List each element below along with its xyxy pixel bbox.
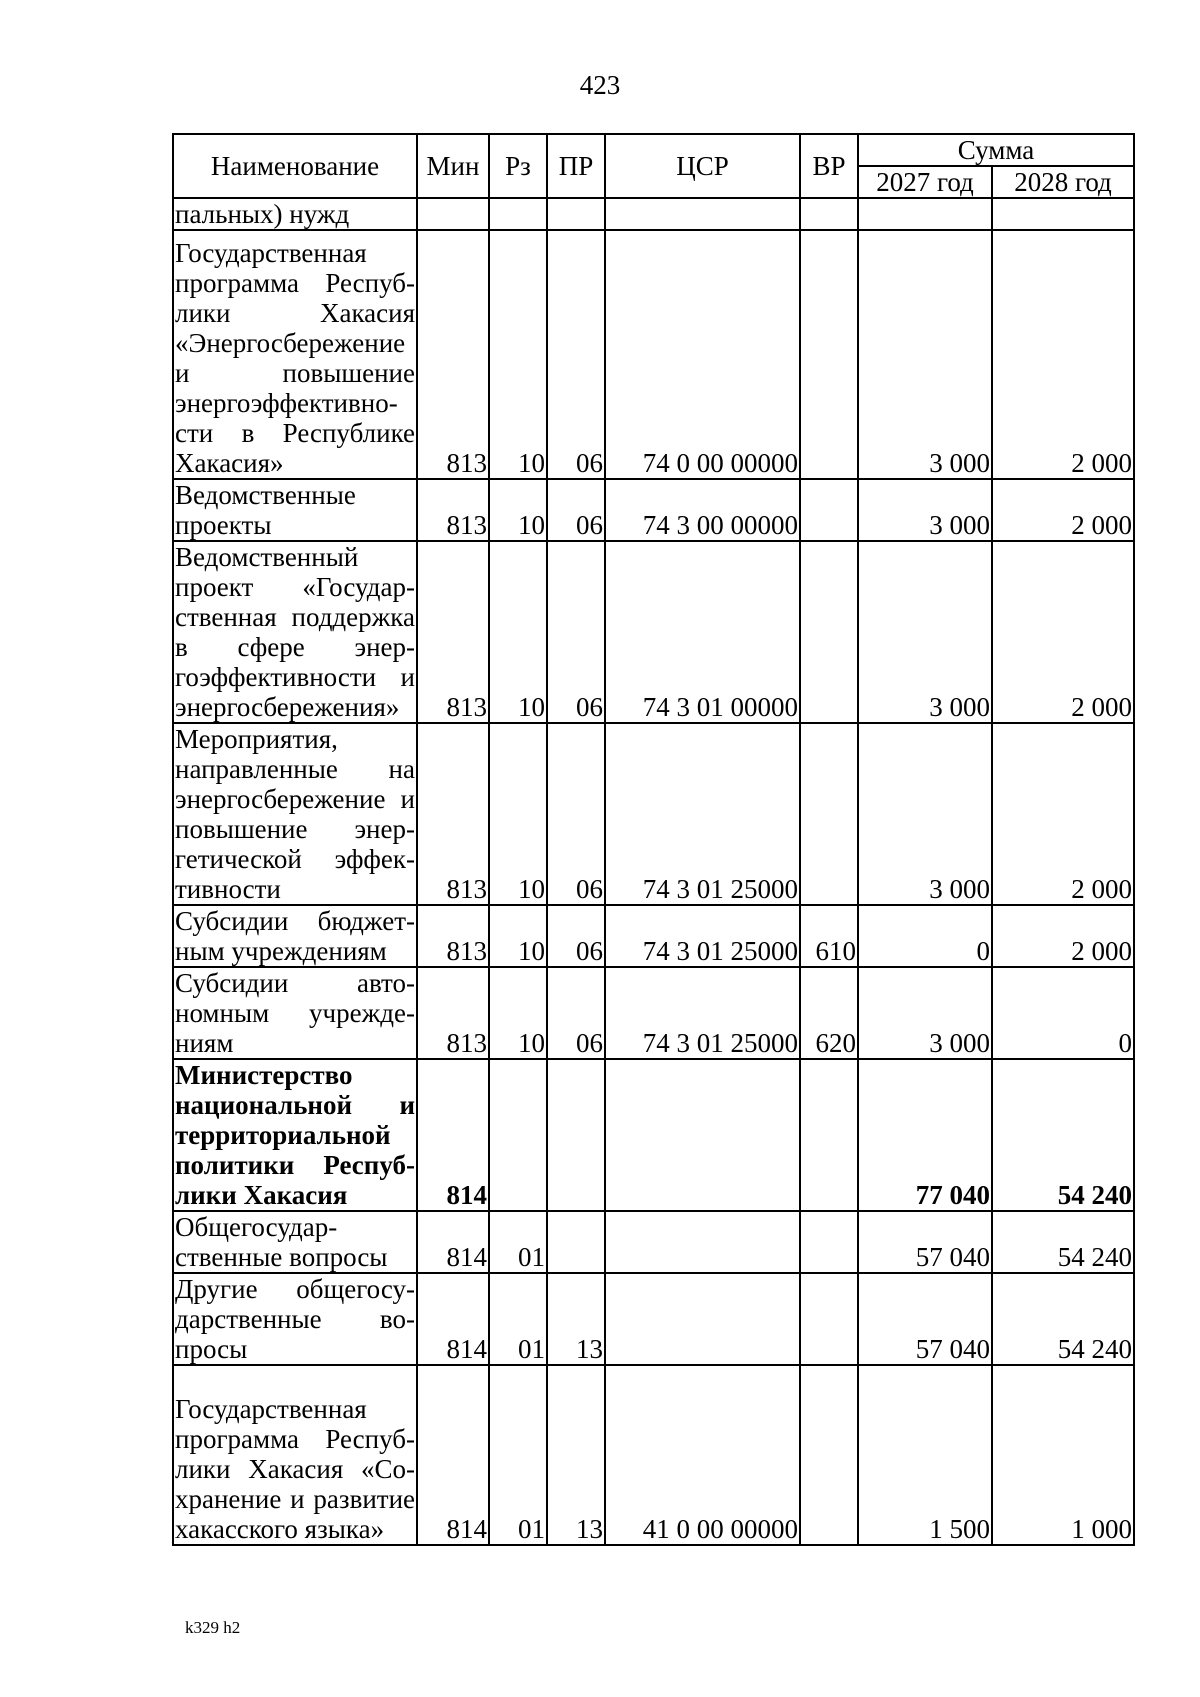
- row-name: Ведомственные проекты: [173, 479, 417, 541]
- row-sum-2027: 77 040: [858, 1059, 992, 1211]
- row-sum-2027: 57 040: [858, 1211, 992, 1273]
- row-pr: [547, 198, 605, 230]
- row-min: 813: [417, 230, 489, 479]
- row-name: Субсидии бюджетным учреждениям: [175, 906, 415, 966]
- row-name: Государственная программа Республики Хакасия «Сохранение и развитие хакасского языка»: [173, 1365, 417, 1545]
- row-csr: 74 3 01 00000: [605, 541, 800, 723]
- row-sum-2028: 2 000: [992, 541, 1134, 723]
- row-vr: [800, 541, 858, 723]
- row-csr: [605, 1059, 800, 1211]
- table-row: [173, 723, 1134, 905]
- row-vr: [800, 198, 858, 230]
- table-row: [173, 1365, 1134, 1545]
- row-vr: [800, 1059, 858, 1211]
- row-min: 814: [417, 1273, 489, 1365]
- row-csr: 74 0 00 00000: [605, 230, 800, 479]
- row-rz: 01: [489, 1273, 547, 1365]
- table-row: [173, 905, 1134, 967]
- row-min: 813: [417, 479, 489, 541]
- table-row: [173, 1273, 1134, 1365]
- row-rz: 10: [489, 967, 547, 1059]
- row-csr: 74 3 01 25000: [605, 905, 800, 967]
- row-csr: [605, 1211, 800, 1273]
- row-min: 814: [417, 1059, 489, 1211]
- row-pr: [547, 1211, 605, 1273]
- table-body: [173, 198, 1134, 1545]
- table-row: [173, 479, 1134, 541]
- row-rz: [489, 1059, 547, 1211]
- header-min: Мин: [417, 134, 489, 198]
- row-sum-2027: 3 000: [858, 541, 992, 723]
- row-csr: [605, 198, 800, 230]
- row-pr: 06: [547, 905, 605, 967]
- row-name: Министерство национальной и территориальной политики Республики Хакасия: [175, 1060, 415, 1210]
- row-csr: [605, 1273, 800, 1365]
- header-vr: ВР: [800, 134, 858, 198]
- row-name: Ведомственный проект «Государственная поддержка в сфере энергоэффективности и энергосбережения»: [175, 542, 415, 722]
- row-pr: 06: [547, 723, 605, 905]
- row-csr: 41 0 00 00000: [605, 1365, 800, 1545]
- row-sum-2028: 54 240: [992, 1211, 1134, 1273]
- row-name: Мероприятия, направленные на энергосбережение и повышение энергетической эффективности: [175, 724, 415, 904]
- row-rz: 10: [489, 230, 547, 479]
- header-name: Наименование: [173, 134, 417, 198]
- row-min: [417, 198, 489, 230]
- row-rz: 10: [489, 723, 547, 905]
- row-rz: [489, 198, 547, 230]
- header-pr: ПР: [547, 134, 605, 198]
- row-vr: [800, 1273, 858, 1365]
- row-sum-2027: 3 000: [858, 230, 992, 479]
- footer-code: k329 h2: [185, 1618, 241, 1637]
- row-name: Другие общегосударственные вопросы: [175, 1274, 415, 1364]
- header-sum: Сумма: [858, 134, 1134, 166]
- row-rz: 10: [489, 541, 547, 723]
- table-row: [173, 541, 1134, 723]
- table-row: [173, 1211, 1134, 1273]
- row-vr: [800, 723, 858, 905]
- row-sum-2027: 3 000: [858, 967, 992, 1059]
- page-number: 423: [579, 70, 621, 100]
- row-pr: 13: [547, 1365, 605, 1545]
- row-sum-2028: 54 240: [992, 1273, 1134, 1365]
- row-pr: 06: [547, 967, 605, 1059]
- row-vr: 620: [800, 967, 858, 1059]
- row-vr: 610: [800, 905, 858, 967]
- row-vr: [800, 479, 858, 541]
- row-min: 813: [417, 541, 489, 723]
- row-min: 813: [417, 723, 489, 905]
- row-sum-2028: 2 000: [992, 905, 1134, 967]
- header-csr: ЦСР: [605, 134, 800, 198]
- header-year-2027: 2027 год: [858, 166, 992, 198]
- row-min: 813: [417, 967, 489, 1059]
- row-sum-2028: 2 000: [992, 723, 1134, 905]
- row-csr: 74 3 01 25000: [605, 967, 800, 1059]
- table-row: [173, 1059, 1134, 1211]
- row-pr: 13: [547, 1273, 605, 1365]
- row-vr: [800, 1365, 858, 1545]
- row-csr: 74 3 01 25000: [605, 723, 800, 905]
- table-row: [173, 198, 1134, 230]
- header-rz: Рз: [489, 134, 547, 198]
- row-sum-2028: 1 000: [992, 1365, 1134, 1545]
- row-pr: 06: [547, 479, 605, 541]
- row-name: Общегосударственные вопросы: [173, 1211, 417, 1273]
- header-year-2028: 2028 год: [992, 166, 1134, 198]
- row-sum-2028: 0: [992, 967, 1134, 1059]
- row-sum-2027: 57 040: [858, 1273, 992, 1365]
- table-row: [173, 230, 1134, 479]
- row-pr: [547, 1059, 605, 1211]
- row-sum-2028: 2 000: [992, 230, 1134, 479]
- row-name: пальных) нужд: [173, 198, 417, 230]
- budget-table: [172, 133, 1135, 1546]
- row-name: Субсидии автономным учреждениям: [175, 968, 415, 1058]
- row-sum-2027: [858, 198, 992, 230]
- row-sum-2028: 2 000: [992, 479, 1134, 541]
- row-pr: 06: [547, 230, 605, 479]
- row-sum-2027: 0: [858, 905, 992, 967]
- row-name: Государственная программа Республики Хакасия «Энергосбережение и повышение энергоэффективности в Республике Хакасия»: [173, 230, 417, 479]
- row-rz: 01: [489, 1211, 547, 1273]
- table-row: [173, 967, 1134, 1059]
- row-sum-2027: 1 500: [858, 1365, 992, 1545]
- row-sum-2027: 3 000: [858, 723, 992, 905]
- row-pr: 06: [547, 541, 605, 723]
- row-min: 814: [417, 1211, 489, 1273]
- row-min: 814: [417, 1365, 489, 1545]
- row-sum-2028: 54 240: [992, 1059, 1134, 1211]
- row-sum-2028: [992, 198, 1134, 230]
- row-sum-2027: 3 000: [858, 479, 992, 541]
- row-vr: [800, 230, 858, 479]
- row-csr: 74 3 00 00000: [605, 479, 800, 541]
- row-vr: [800, 1211, 858, 1273]
- row-rz: 10: [489, 479, 547, 541]
- row-rz: 10: [489, 905, 547, 967]
- row-min: 813: [417, 905, 489, 967]
- row-rz: 01: [489, 1365, 547, 1545]
